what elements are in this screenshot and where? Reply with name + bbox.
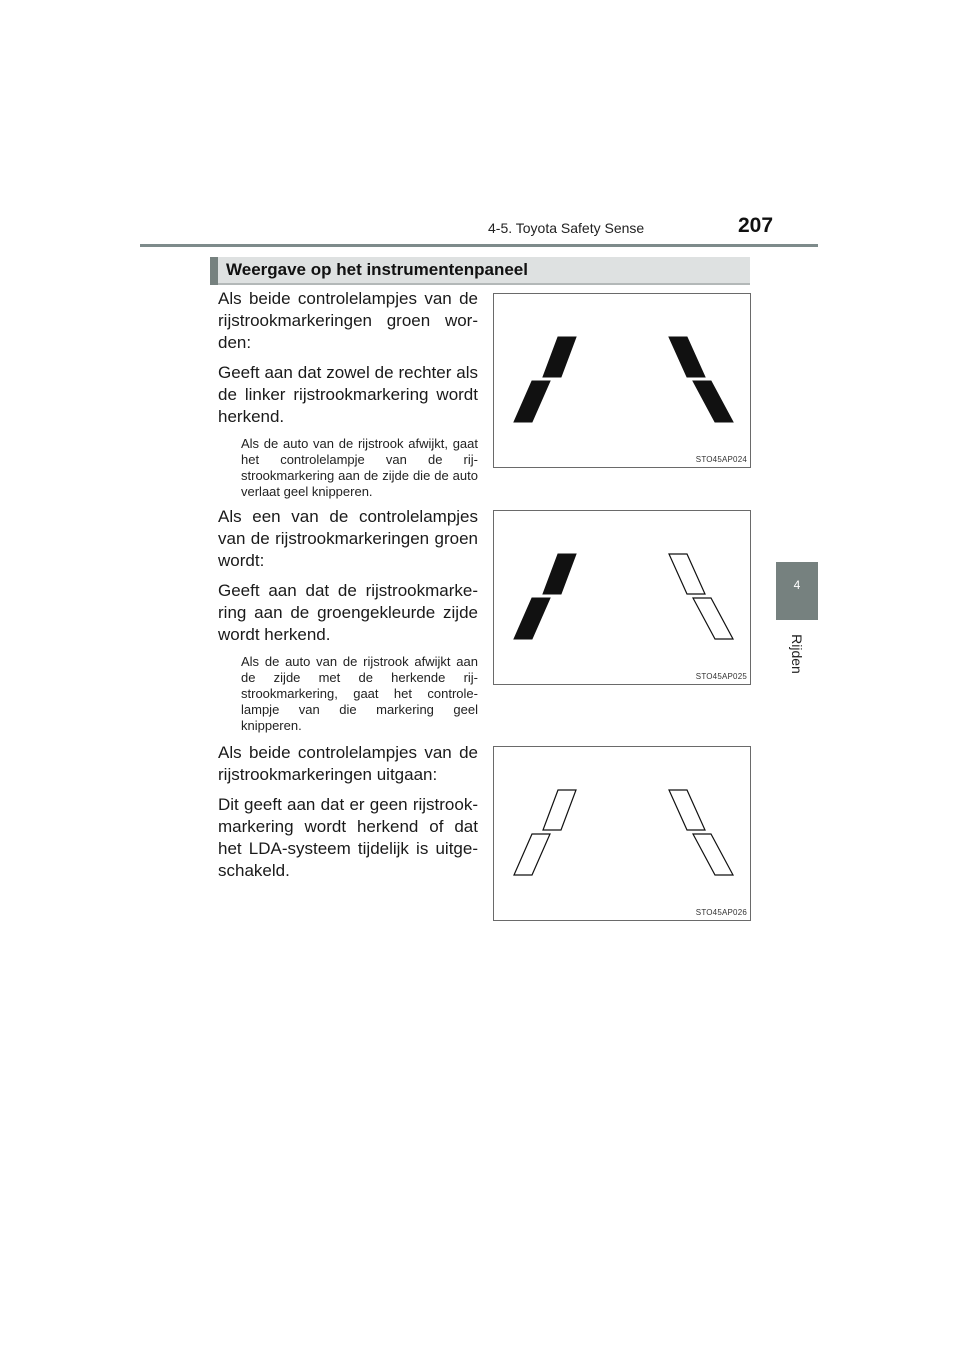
block-description: Geeft aan dat zowel de rechter als de linker rijstrookmarkering wordt herkend. — [218, 363, 478, 426]
page-number: 207 — [738, 214, 774, 237]
block-description: Geeft aan dat de rijstrookmarke-ring aan de groengekleurde zijde wordt herkend. — [218, 581, 478, 644]
figure-code: STO45AP024 — [695, 455, 747, 464]
chapter-tab-label: Rijden — [789, 634, 805, 674]
chapter-tab-number: 4 — [793, 578, 801, 592]
left-lane-marking-outline-icon — [514, 790, 576, 875]
section-title-bar — [210, 257, 750, 285]
lane-indicator-figure-both-recognized — [493, 293, 751, 468]
header-divider — [140, 244, 818, 247]
right-lane-marking-icon — [669, 337, 733, 422]
text-block-3 — [218, 742, 478, 890]
right-lane-marking-outline-icon — [669, 790, 733, 875]
chapter-tab-label-wrap — [775, 632, 819, 682]
running-header-section: 4-5. Toyota Safety Sense — [488, 220, 645, 236]
section-title: Weergave op het instrumentenpaneel — [226, 260, 528, 279]
text-block-2 — [218, 506, 478, 734]
section-title-accent — [210, 257, 218, 285]
block-note: Als de auto van de rijstrook afwijkt, gaat het controlelampje van de rij-strookmarkering aan de zijde die de auto verlaat geel knipperen. — [241, 436, 478, 499]
figure-code: STO45AP025 — [695, 672, 747, 681]
block-heading: Als beide controlelampjes van de rijstrookmarkeringen groen wor-den: — [218, 289, 478, 352]
lane-indicator-figure-none-recognized — [493, 746, 751, 921]
figure-code: STO45AP026 — [695, 908, 747, 917]
block-description: Dit geeft aan dat er geen rijstrook-markering wordt herkend of dat het LDA-systeem tijdelijk is uitge-schakeld. — [218, 795, 478, 880]
left-lane-marking-icon — [514, 554, 576, 639]
block-note: Als de auto van de rijstrook afwijkt aan de zijde met de herkende rij-strookmarkering, gaat het controle-lampje van die markering geel knipperen. — [241, 654, 478, 733]
block-heading: Als beide controlelampjes van de rijstrookmarkeringen uitgaan: — [218, 743, 478, 784]
right-lane-marking-outline-icon — [669, 554, 733, 639]
lane-indicator-figure-one-recognized — [493, 510, 751, 685]
block-heading: Als een van de controlelampjes van de rijstrookmarkeringen groen wordt: — [218, 507, 478, 570]
left-lane-marking-icon — [514, 337, 576, 422]
text-block-1 — [218, 288, 478, 500]
